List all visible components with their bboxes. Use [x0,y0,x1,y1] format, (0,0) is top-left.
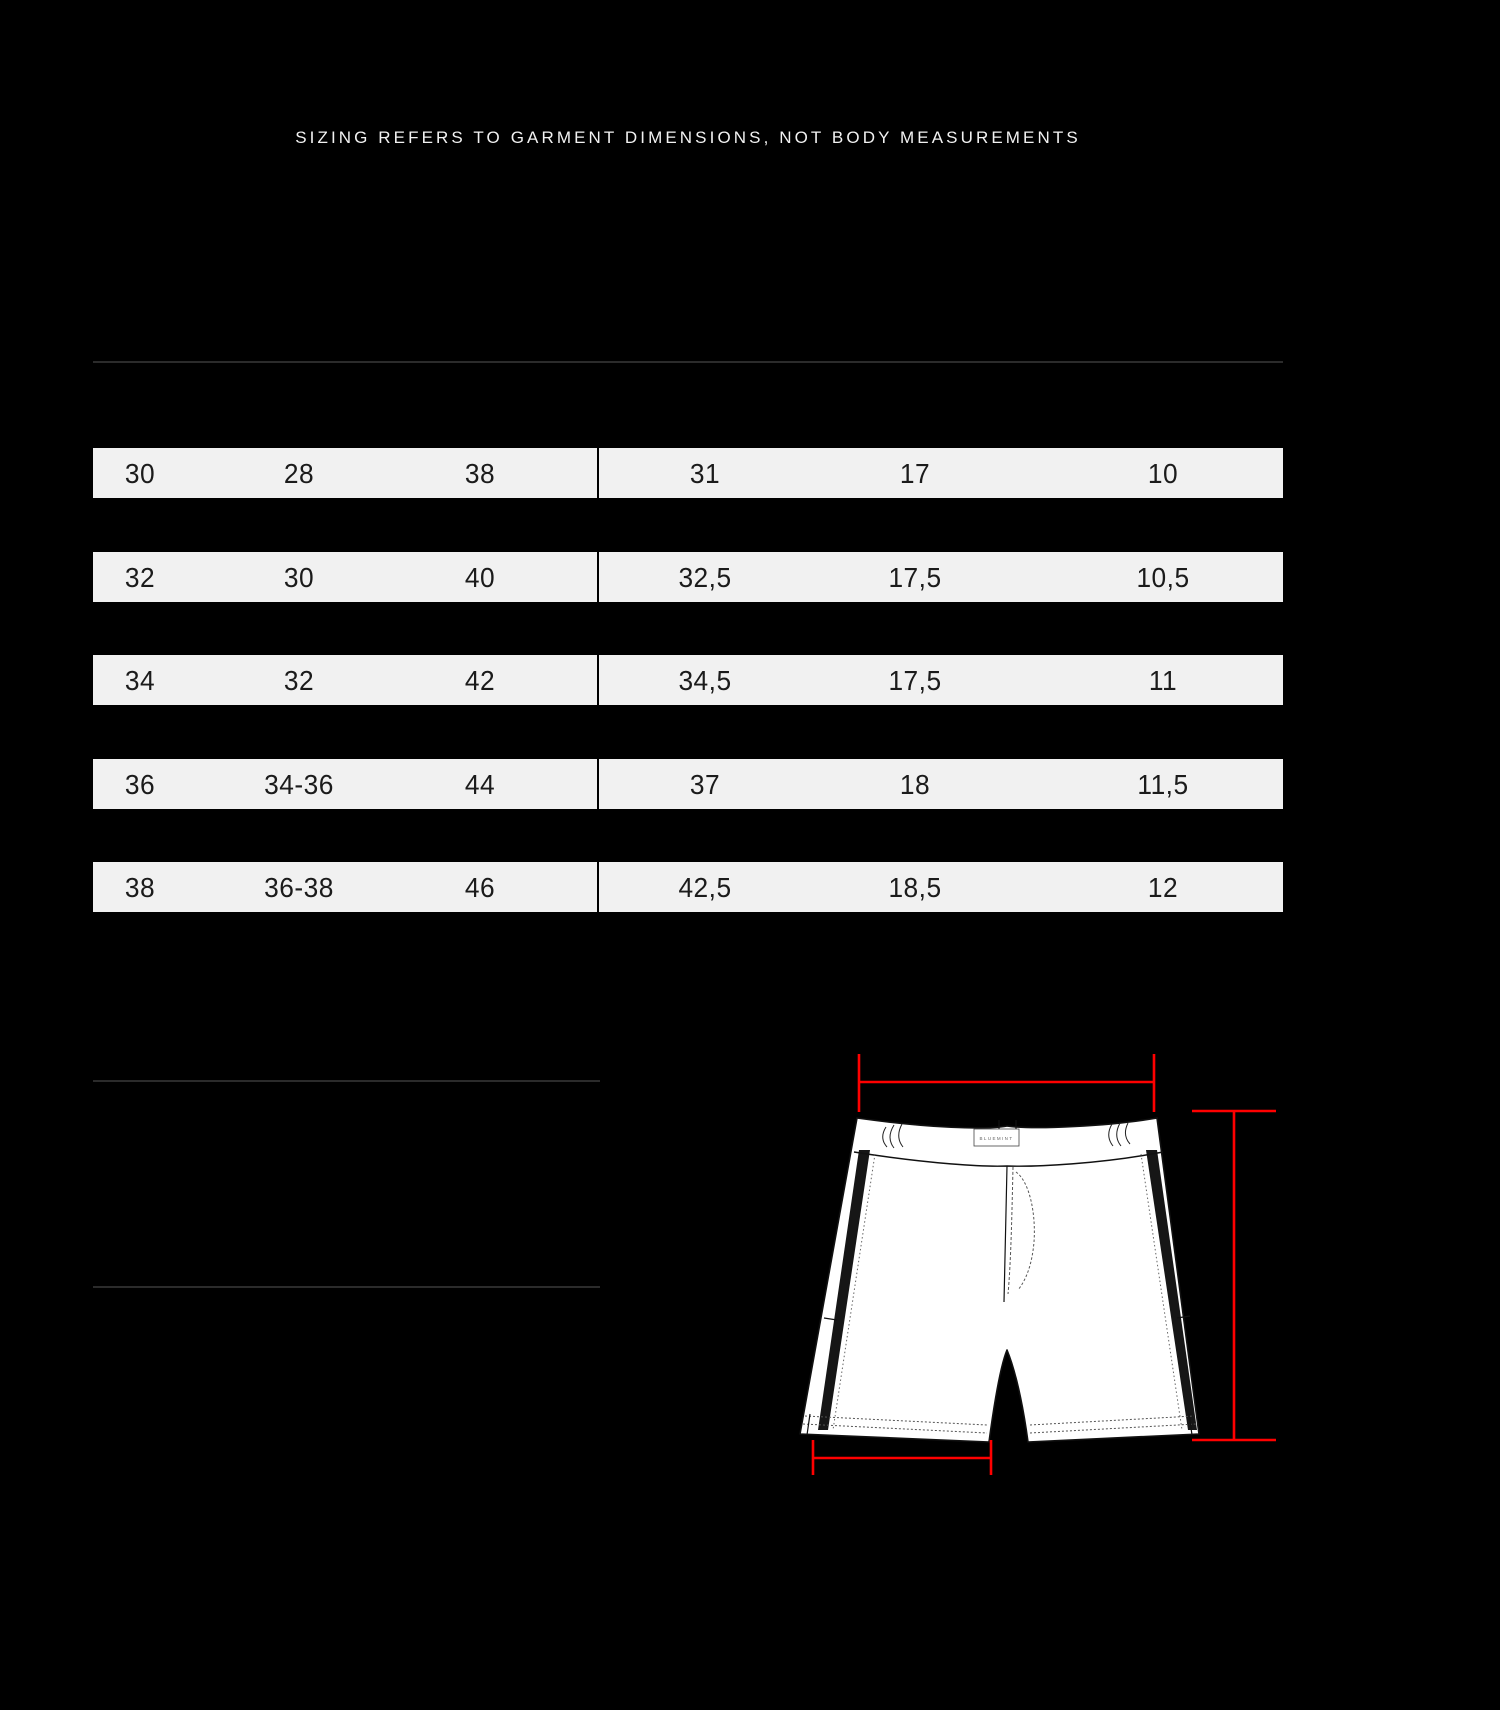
table-section-divider [597,448,599,498]
outseam-measurement-line [1192,1111,1276,1440]
size-cell: 44 [464,769,496,800]
size-cell: 17 [899,458,931,489]
size-cell: 38 [124,872,156,903]
size-row [93,448,1283,498]
size-row [93,759,1283,809]
size-cell: 31 [689,458,721,489]
size-cell: 36-38 [264,872,334,903]
brand-label-text: BLUEMINT [979,1136,1014,1141]
shorts-sketch [800,1118,1199,1442]
size-cell: 42 [464,665,496,696]
size-cell: 32,5 [678,562,732,593]
page-title: SIZING REFERS TO GARMENT DIMENSIONS, NOT BODY MEASUREMENTS [295,128,1081,147]
size-cell: 42,5 [678,872,732,903]
size-cell: 18 [899,769,931,800]
size-cell: 34-36 [264,769,334,800]
size-cell: 32 [283,665,315,696]
table-section-divider [597,862,599,912]
size-cell: 17,5 [888,562,942,593]
size-cell: 11,5 [1137,769,1189,800]
size-cell: 40 [464,562,496,593]
size-cell: 46 [464,872,496,903]
size-cell: 11 [1148,665,1178,696]
size-row [93,862,1283,912]
table-section-divider [597,655,599,705]
waist-measurement-line [859,1054,1154,1112]
size-cell: 30 [283,562,315,593]
size-cell: 38 [464,458,496,489]
table-section-divider [597,552,599,602]
leg-opening-measurement-line [813,1440,991,1475]
garment-diagram [780,1030,1310,1490]
size-cell: 30 [124,458,156,489]
size-cell: 18,5 [888,872,942,903]
size-cell: 34 [124,665,156,696]
table-top-rule [93,361,1283,363]
table-section-divider [597,759,599,809]
size-row [93,655,1283,705]
size-row [93,552,1283,602]
size-cell: 32 [124,562,156,593]
size-cell: 37 [689,769,721,800]
size-cell: 12 [1147,872,1179,903]
size-cell: 17,5 [888,665,942,696]
legend-underline-2 [93,1286,600,1288]
size-cell: 34,5 [678,665,732,696]
size-cell: 36 [124,769,156,800]
size-cell: 10 [1147,458,1179,489]
size-cell: 10,5 [1136,562,1190,593]
size-cell: 28 [283,458,315,489]
legend-underline-1 [93,1080,600,1082]
